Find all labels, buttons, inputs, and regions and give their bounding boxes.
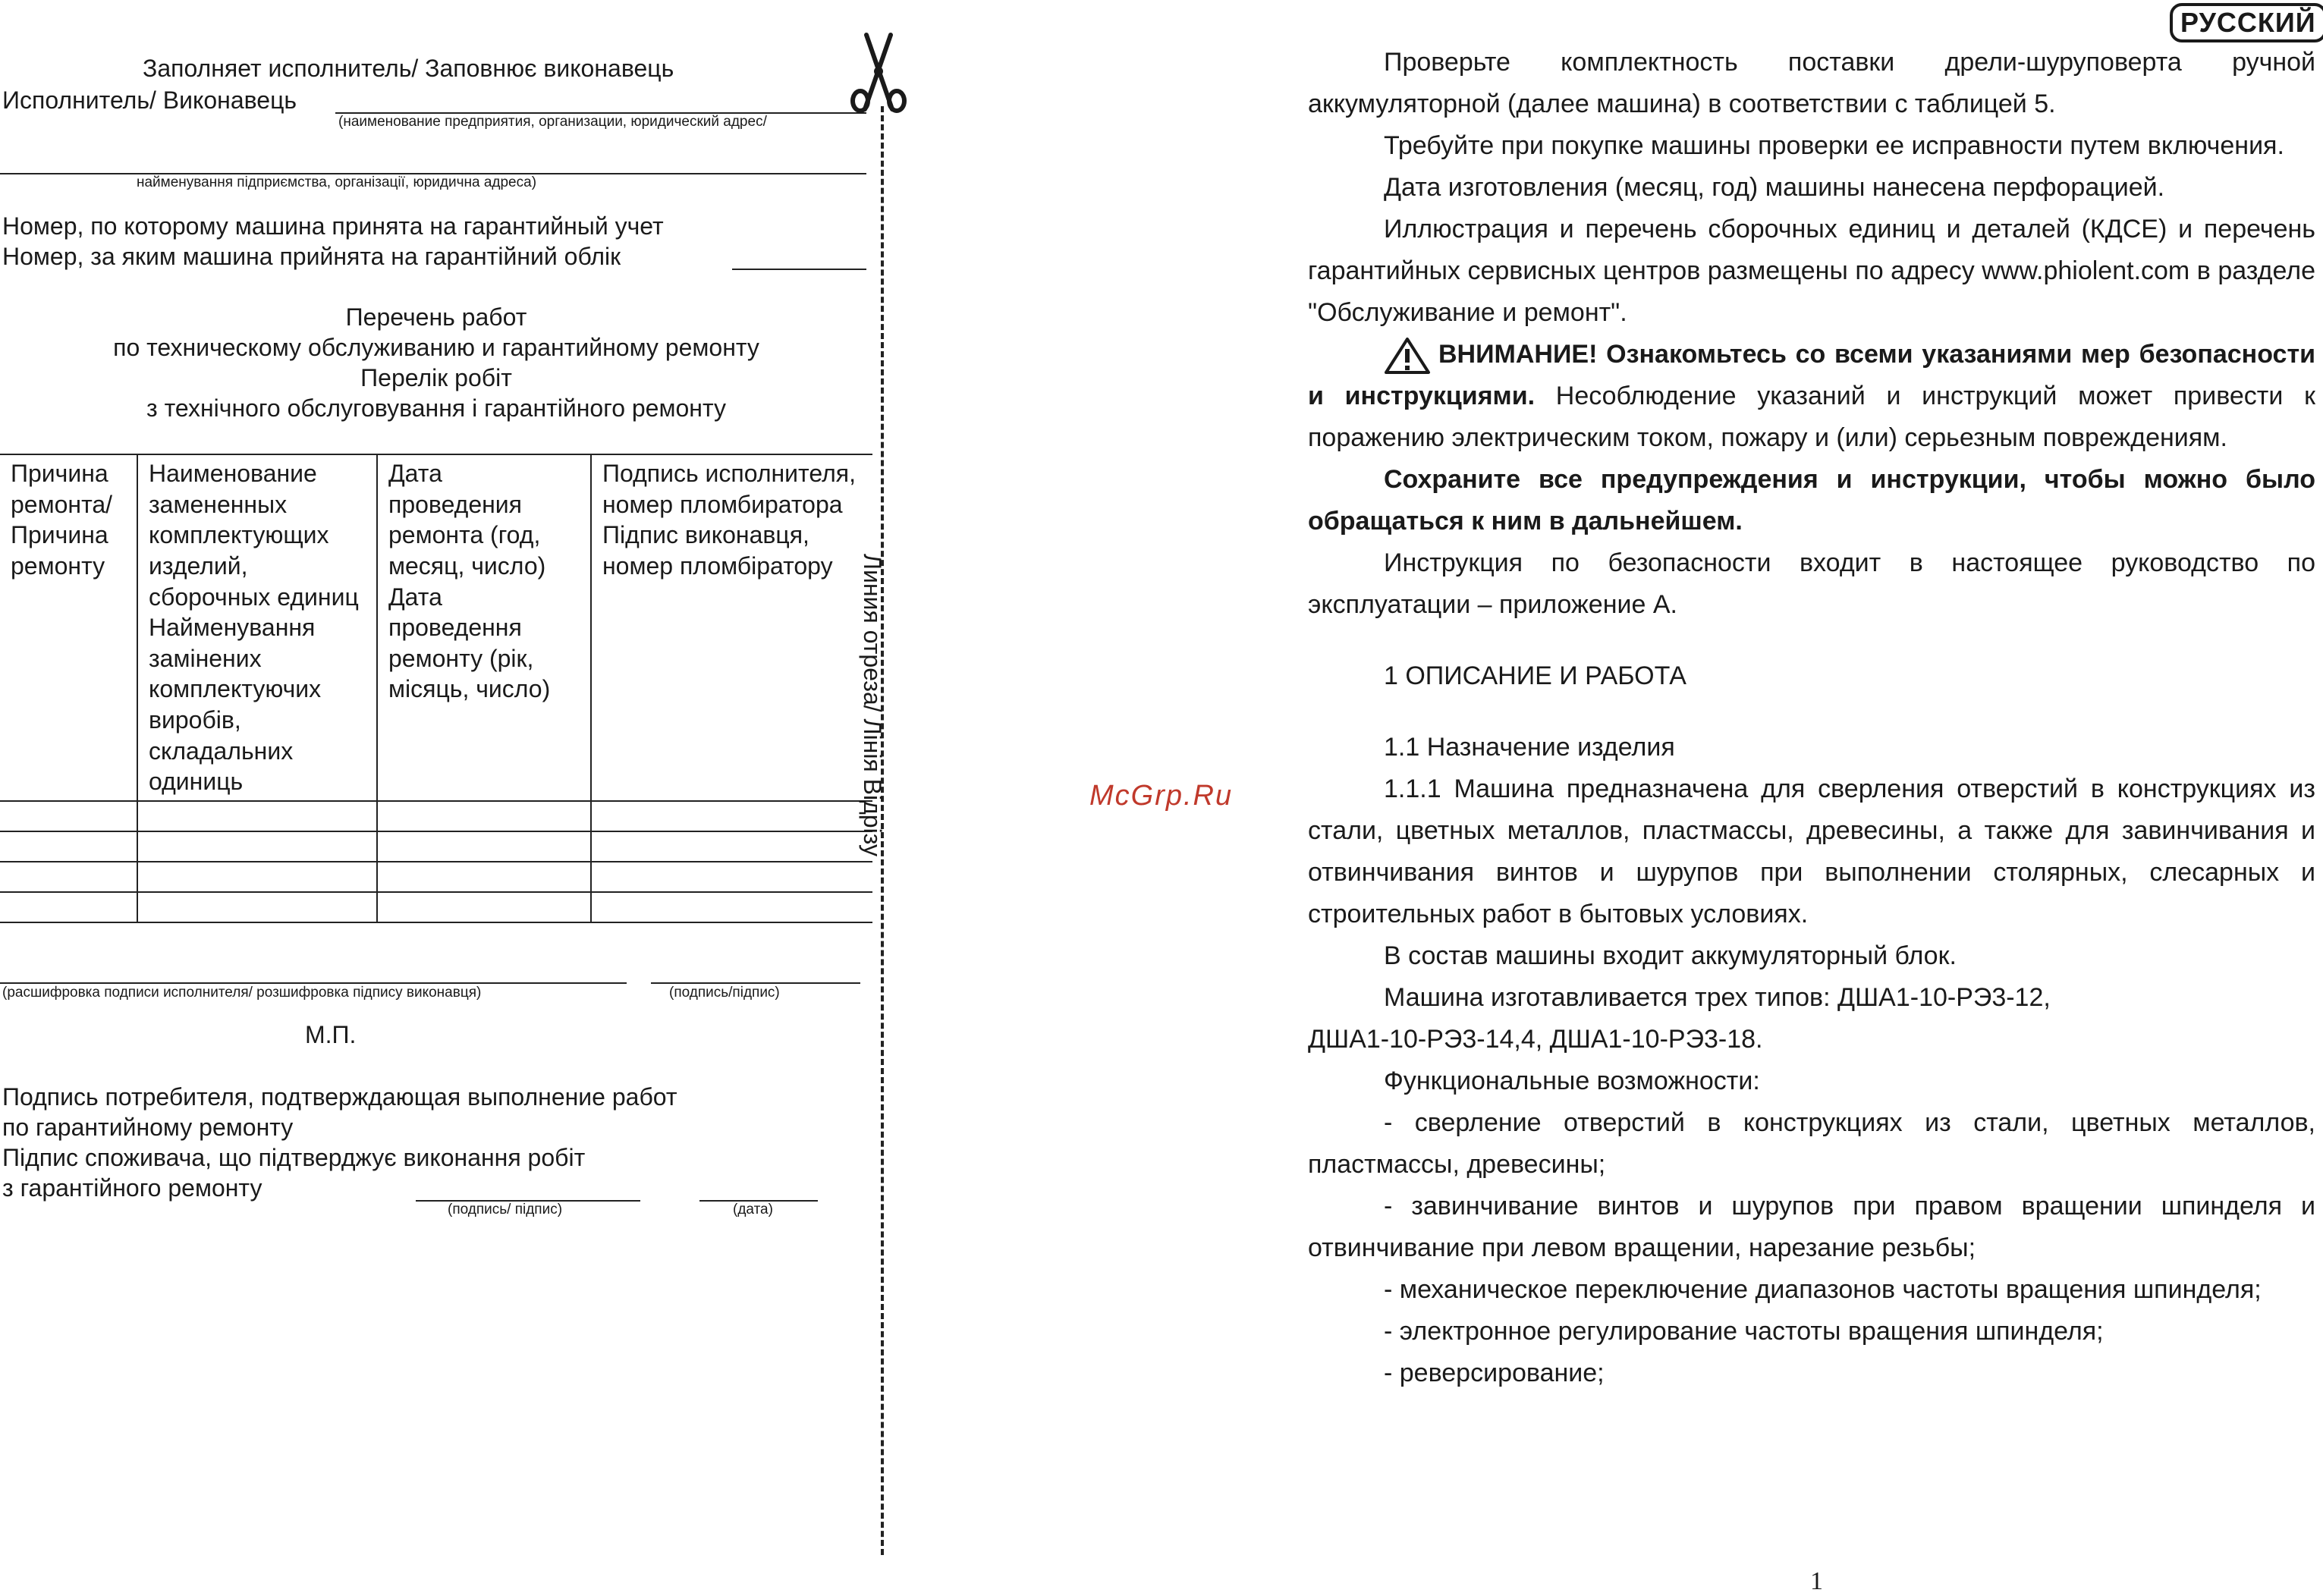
section-title: 1 ОПИСАНИЕ И РАБОТА xyxy=(1384,661,1686,690)
paragraph-purpose: 1.1.1 Машина предназначена для сверления отверстий в конструкциях из стали, цветных металлов, пластмассы, древесины, а также для завинчивания и отвинчивания винтов и шурупов при выполнении столярных, слесарных и строительных работ в бытовых условиях. xyxy=(1308,774,2315,928)
header-cell-signature: Подпись исполнителя, номер пломбиратора Підпис виконавця, номер пломбіратору xyxy=(591,454,872,801)
paragraph-safety: Инструкция по безопасности входит в настоящее руководство по эксплуатации – приложение А. xyxy=(1308,548,2315,619)
works-table xyxy=(0,454,872,923)
performer-label: Исполнитель/ Виконавець xyxy=(2,86,297,114)
works-title-1: Перечень работ xyxy=(345,303,527,331)
signature-line xyxy=(651,982,860,984)
page-number: 1 xyxy=(1810,1567,1823,1595)
list-item: - сверление отверстий в конструкциях из стали, цветных металлов, пластмассы, древесины; xyxy=(1308,1108,2315,1179)
list-item: - реверсирование; xyxy=(1384,1359,1605,1387)
table-cell[interactable] xyxy=(591,862,872,892)
table-row xyxy=(0,831,872,862)
table-cell[interactable] xyxy=(591,801,872,831)
paragraph-date: Дата изготовления (месяц, год) машины нанесена перфорацией. xyxy=(1384,173,2165,202)
table-row xyxy=(0,801,872,831)
table-cell[interactable] xyxy=(377,831,591,862)
table-cell[interactable] xyxy=(591,892,872,922)
watermark: McGrp.Ru xyxy=(1089,780,1234,812)
list-item: - механическое переключение диапазонов частоты вращения шпинделя; xyxy=(1384,1275,2262,1304)
header-cell-parts: Наименование замененных комплектующих изделий, сборочных единиц Найменування замінених комплектуючих виробів, складальних одиниць xyxy=(137,454,377,801)
table-cell[interactable] xyxy=(137,892,377,922)
stamp-label: М.П. xyxy=(305,1021,357,1048)
scissors-icon xyxy=(848,30,909,114)
cut-line-label: Линия отреза/ Лінія Відрізу xyxy=(859,554,886,856)
table-cell[interactable] xyxy=(0,831,137,862)
works-title-3: Перелік робіт xyxy=(360,364,512,391)
consumer-ru-1: Подпись потребителя, подтверждающая выполнение работ xyxy=(2,1083,677,1111)
table-cell[interactable] xyxy=(377,801,591,831)
works-title-4: з технічного обслуговування і гарантійного ремонту xyxy=(146,394,726,422)
warning-bold: ВНИМАНИЕ! Ознакомьтесь со всеми указаниями мер безопасности и инструкциями. xyxy=(1308,340,2315,410)
paragraph-types-2: ДША1-10-РЭ3-14,4, ДША1-10-РЭ3-18. xyxy=(1308,1025,1763,1054)
list-item: - электронное регулирование частоты вращения шпинделя; xyxy=(1384,1317,2104,1346)
table-cell[interactable] xyxy=(0,892,137,922)
table-cell[interactable] xyxy=(137,862,377,892)
consumer-sign-hint: (подпись/ підпис) xyxy=(448,1202,563,1217)
list-item: - завинчивание винтов и шурупов при правом вращении шпинделя и отвинчивание при левом вращении, нарезание резьбы; xyxy=(1308,1192,2315,1262)
consumer-ru-2: по гарантийному ремонту xyxy=(2,1114,294,1141)
table-header-row xyxy=(0,454,872,801)
table-cell[interactable] xyxy=(0,801,137,831)
signature-hint: (подпись/підпис) xyxy=(669,985,780,1001)
table-cell[interactable] xyxy=(137,831,377,862)
performer-hint-ua: найменування підприємства, організації, юридична адреса) xyxy=(137,174,537,190)
functions-header: Функциональные возможности: xyxy=(1384,1067,1760,1095)
paragraph-warning xyxy=(1308,334,2315,459)
paragraph-illustration: Иллюстрация и перечень сборочных единиц и деталей (КДСЕ) и перечень гарантийных сервисных центров размещены по адресу www.phiolent.com в разделе "Обслуживание и ремонт". xyxy=(1308,215,2315,327)
table-cell[interactable] xyxy=(0,862,137,892)
consumer-ua-2: з гарантійного ремонту xyxy=(2,1174,262,1202)
table-cell[interactable] xyxy=(591,831,872,862)
fill-header: Заполняет исполнитель/ Заповнює виконавець xyxy=(143,55,674,82)
right-page xyxy=(1308,42,2315,1394)
consumer-date-hint: (дата) xyxy=(733,1202,773,1217)
number-line xyxy=(732,269,866,270)
decipher-signature-line xyxy=(0,982,627,984)
paragraph-keep xyxy=(1308,459,2315,542)
table-row xyxy=(0,862,872,892)
paragraph-check: Требуйте при покупке машины проверки ее исправности путем включения. xyxy=(1384,131,2284,160)
warning-text: Несоблюдение указаний и инструкций может привести к поражению электрическим током, пожару и (или) серьезным повреждениям. xyxy=(1308,382,2315,452)
table-row xyxy=(0,892,872,922)
warning-icon xyxy=(1384,337,1431,375)
keep-bold: Сохраните все предупреждения и инструкции, чтобы можно было обращаться к ним в дальнейшем. xyxy=(1308,465,2315,536)
paragraph-types-1: Машина изготавливается трех типов: ДША1-10-РЭ3-12, xyxy=(1384,983,2051,1012)
table-cell[interactable] xyxy=(377,862,591,892)
decipher-signature-hint: (расшифровка подписи исполнителя/ розшифровка підпису виконавця) xyxy=(2,985,482,1001)
table-cell[interactable] xyxy=(137,801,377,831)
consumer-ua-1: Підпис споживача, що підтверджує виконання робіт xyxy=(2,1144,586,1171)
number-label-ua: Номер, за яким машина прийнята на гарантійний облік xyxy=(2,243,621,270)
subsection-title: 1.1 Назначение изделия xyxy=(1384,733,1675,762)
number-label-ru: Номер, по которому машина принята на гарантийный учет xyxy=(2,212,664,240)
performer-hint-ru: (наименование предприятия, организации, юридический адрес/ xyxy=(338,114,767,130)
paragraph-completeness: Проверьте комплектность поставки дрели-шуруповерта ручной аккумуляторной (далее машина) в соответствии с таблицей 5. xyxy=(1308,48,2315,118)
header-cell-date: Дата проведения ремонта (год, месяц, число) Дата проведення ремонту (рік, місяць, число) xyxy=(377,454,591,801)
language-badge: РУССКИЙ xyxy=(2170,3,2323,42)
paragraph-battery: В состав машины входит аккумуляторный блок. xyxy=(1384,941,1957,970)
works-title-2: по техническому обслуживанию и гарантийному ремонту xyxy=(113,334,759,361)
table-cell[interactable] xyxy=(377,892,591,922)
header-cell-reason: Причина ремонта/ Причина ремонту xyxy=(0,454,137,801)
